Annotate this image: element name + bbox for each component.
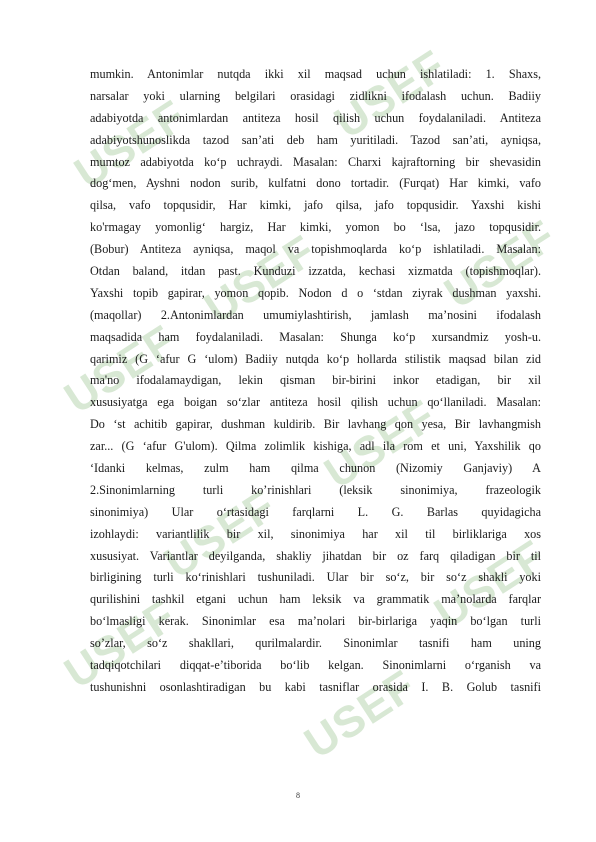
watermark: USEF (56, 315, 185, 424)
watermark: USEF (436, 210, 565, 319)
text-line: dog‘men, Ayshni nodon surib, kulfatni dono tortadir. (Furqat) Har kimki, vafo (90, 176, 541, 191)
text-line: Otdan baland, itdan past. Kunduzi izzatda, kechasi xizmatda (topishmoqlar). (90, 264, 541, 279)
watermark: USEF (56, 590, 185, 699)
text-line: qurilishini tashkil etgani uchun ham leksik va grammatik ma’nolarda farqlar (90, 592, 541, 607)
text-line: izohlaydi: variantlilik bir xil, sinonimiya har xil til birliklariga xos (90, 526, 541, 541)
watermark: USEF (66, 90, 195, 199)
text-line: mumkin. Antonimlar nutqda ikki xil maqsad uchun ishlatiladi: 1. Shaxs, (90, 67, 541, 81)
text-line: zar... (G ‘afur G'ulom). Qilma zolimlik kishiga, adl ila rom et uni, Yaxshilik qo (90, 439, 541, 454)
text-line: narsalar yoki ularning belgilari orasidagi zidlikni ifodalash uchun. Badiiy (90, 88, 541, 103)
text-line: qilsa, vafo topqusidir, Har kimki, jafo qilsa, jafo topqusidir. Yaxshi kishi (90, 198, 541, 213)
watermark: USEF (316, 390, 445, 499)
document-body (90, 64, 541, 699)
text-line: xususiyat. Variantlar deyilganda, shakliy jihatdan bir oz farq qiladigan bir til (90, 548, 541, 563)
watermark: USEF (326, 40, 455, 149)
watermark: USEF (426, 530, 555, 639)
text-line: tushunishni osonlashtiradigan bu kabi tasniflar orasida I. B. Golub tasnifi (90, 679, 541, 694)
text-line: 2.Sinonimlarning turli ko’rinishlari (leksik sinonimiya, frazeologik (90, 482, 541, 497)
text-line: so’zlar, so‘z shakllari, qurilmalardir. Sinonimlar tasnifi ham uning (90, 636, 541, 651)
watermark: USEF (156, 480, 285, 589)
text-line: xususiyatga ega boigan so‘zlar antiteza hosil qilish uchun qo‘llaniladi. Masalan: (90, 395, 541, 410)
text-line: Do ‘st achitib gapirar, dushman kuldirib. Bir lavhang qon yesa, Bir lavhangmish (90, 417, 541, 432)
text-line: tadqiqotchilari diqqat-e’tiborida bo‘lib kelgan. Sinonimlarni o‘rganish va (90, 658, 541, 673)
watermark: USEF (196, 225, 325, 334)
text-line: adabiyotshunoslikda tazod san’ati deb ham yuritiladi. Tazod san’ati, ayniqsa, (90, 132, 541, 147)
text-line: sinonimiya) Ular o‘rtasidagi farqlarni L. G. Barlas quyidagicha (90, 504, 541, 519)
text-line: ma'no ifodalamaydigan, lekin qisman bir-birini inkor etadigan, bir xil (90, 373, 541, 388)
text-line: mumtoz adabiyotda ko‘p uchraydi. Masalan: Charxi kajraftorning bir shevasidin (90, 154, 541, 169)
text-line: ‘Idanki kelmas, zulm ham qilma chunon (Nizomiy Ganjaviy) A (90, 461, 541, 476)
watermark: USEF (296, 660, 425, 769)
text-line: bo‘lmasligi kerak. Sinonimlar esa ma’nolari bir-birlariga yaqin bo‘lgan turli (90, 614, 541, 629)
text-line: (maqollar) 2.Antonimlardan umumiylashtirish, jamlash ma’nosini ifodalash (90, 307, 541, 322)
text-line: (Bobur) Antiteza ayniqsa, maqol va topishmoqlarda ko‘p ishlatiladi. Masalan: (90, 242, 541, 257)
text-line: qarimiz (G ‘afur G ‘ulom) Badiiy nutqda ko‘p hollarda stilistik maqsad bilan zid (90, 351, 541, 366)
text-line: Yaxshi topib gapirar, yomon qopib. Nodon d o ‘stdan ziyrak dushman yaxshi. (90, 285, 541, 300)
text-line: birligining turli ko‘rinishlari tushuniladi. Ular bir so‘z, bir so‘z shakli yoki (90, 570, 541, 585)
text-line: maqsadida ham foydalaniladi. Masalan: Shunga ko‘p xursandmiz yosh-u. (90, 329, 541, 344)
text-line: adabiyotda antonimlardan antiteza hosil qilish uchun foydalaniladi. Antiteza (90, 110, 541, 125)
page-number: 8 (296, 791, 300, 800)
text-line: ko'rmagay yomonlig‘ hargiz, Har kimki, yomon bo ‘lsa, jazo topqusidir. (90, 220, 541, 235)
